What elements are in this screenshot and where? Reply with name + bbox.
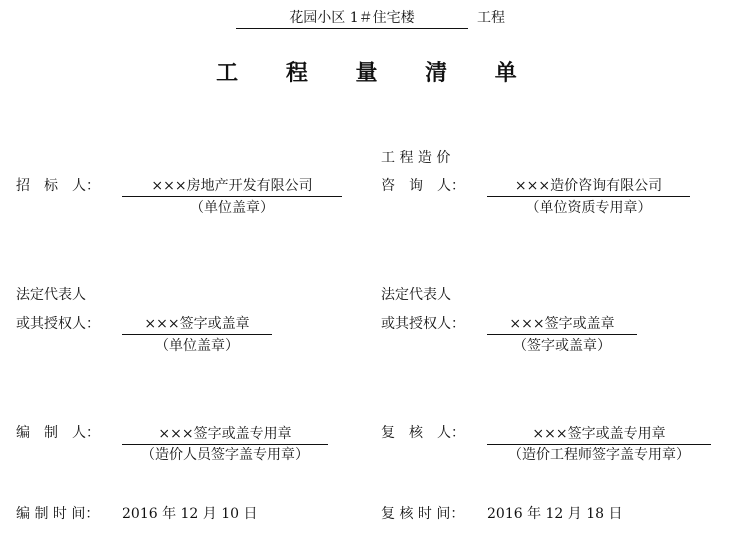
tenderer-value: ×××房地产开发有限公司 <box>122 176 342 197</box>
project-name: 花园小区 1＃住宅楼 <box>236 8 468 29</box>
left-legal-rep-note: （单位盖章） <box>155 338 239 354</box>
compile-time-label: 编 制 时 间： <box>16 506 100 522</box>
reviewer-note: （造价工程师签字盖专用章） <box>508 447 690 463</box>
left-legal-rep-value: ×××签字或盖章 <box>122 314 272 335</box>
review-time-value: 2016 年 12 月 18 日 <box>487 506 623 522</box>
compiler-label: 编 制 人： <box>16 425 100 441</box>
reviewer-value: ×××签字或盖专用章 <box>487 424 711 445</box>
page-title: 工 程 量 清 单 <box>216 60 537 86</box>
compile-time-value: 2016 年 12 月 10 日 <box>122 506 258 522</box>
right-legal-rep-label-1: 法定代表人 <box>381 287 451 303</box>
tenderer-note: （单位盖章） <box>190 200 274 216</box>
compiler-value: ×××签字或盖专用章 <box>122 424 328 445</box>
consult-note: （单位资质专用章） <box>525 200 652 216</box>
right-legal-rep-value: ×××签字或盖章 <box>487 314 637 335</box>
consult-label-top: 工 程 造 价 <box>381 150 451 166</box>
compiler-note: （造价人员签字盖专用章） <box>141 447 309 463</box>
right-legal-rep-note: （签字或盖章） <box>513 338 611 354</box>
project-suffix: 工程 <box>477 10 505 26</box>
reviewer-label: 复 核 人： <box>381 425 465 441</box>
tenderer-label: 招 标 人： <box>16 178 100 194</box>
left-legal-rep-label-1: 法定代表人 <box>16 287 86 303</box>
review-time-label: 复 核 时 间： <box>381 506 465 522</box>
left-legal-rep-label-2: 或其授权人： <box>16 316 100 332</box>
right-legal-rep-label-2: 或其授权人： <box>381 316 465 332</box>
consult-value: ×××造价咨询有限公司 <box>487 176 690 197</box>
consult-label: 咨 询 人： <box>381 178 465 194</box>
